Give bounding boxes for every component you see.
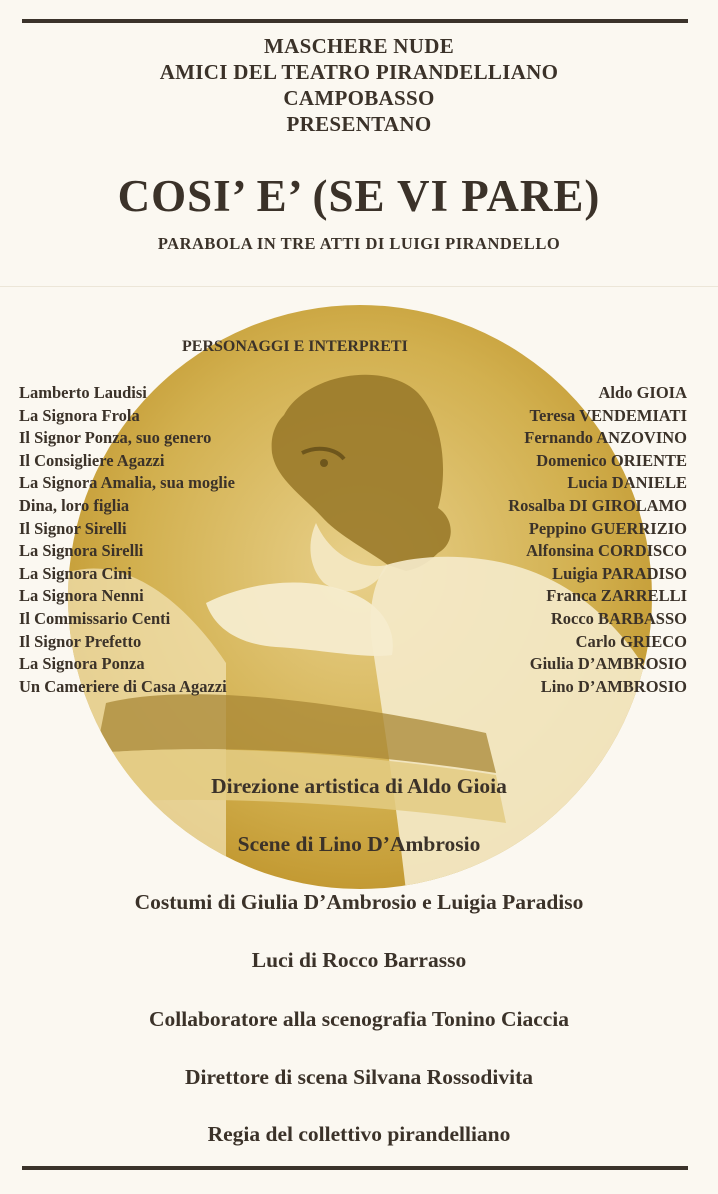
actor-name: Domenico ORIENTE (536, 450, 687, 470)
actor-name: Peppino GUERRIZIO (528, 518, 687, 538)
role-name: Lamberto Laudisi (19, 383, 147, 402)
role-name: La Signora Sirelli (19, 541, 144, 561)
presentano-line: PRESENTANO (286, 112, 432, 136)
play-title: COSI’ E’ (SE VI PARE) (117, 171, 601, 221)
actor-name: Alfonsina CORDISCO (526, 541, 687, 561)
actor-name: Rosalba DI GIROLAMO (508, 495, 687, 515)
actor-name: Lino D’AMBROSIO (540, 676, 687, 696)
role-name: La Signora Frola (19, 405, 140, 425)
credit-direzione-artistica: Direzione artistica di Aldo Gioia (211, 774, 507, 798)
company-name: MASCHERE NUDE (264, 34, 454, 58)
city-name: CAMPOBASSO (283, 86, 435, 110)
actor-name: Carlo GRIECO (575, 631, 687, 651)
actor-name: Giulia D’AMBROSIO (529, 654, 687, 674)
top-rule (22, 19, 688, 23)
association-name: AMICI DEL TEATRO PIRANDELLIANO (159, 60, 559, 84)
role-name: La Signora Nenni (19, 586, 144, 606)
credit-scene: Scene di Lino D’Ambrosio (237, 832, 481, 856)
role-name: La Signora Amalia, sua moglie (19, 473, 235, 493)
role-name: Il Commissario Centi (19, 608, 171, 628)
credit-regia: Regia del collettivo pirandelliano (207, 1122, 511, 1146)
credit-costumi: Costumi di Giulia D’Ambrosio e Luigia Paradiso (134, 890, 584, 914)
actor-name: Franca ZARRELLI (546, 586, 687, 606)
cast-heading: PERSONAGGI E INTERPRETI (182, 338, 408, 355)
actor-name: Teresa VENDEMIATI (529, 405, 687, 425)
credit-luci: Luci di Rocco Barrasso (251, 948, 467, 972)
roles-list (19, 382, 235, 698)
role-name: Il Signor Prefetto (19, 631, 142, 651)
role-name: Dina, loro figlia (19, 495, 130, 515)
role-name: Un Cameriere di Casa Agazzi (19, 676, 227, 696)
credit-scenografia: Collaboratore alla scenografia Tonino Ciaccia (148, 1007, 570, 1031)
role-name: Il Signor Ponza, suo genero (19, 428, 212, 448)
actor-name: Fernando ANZOVINO (524, 428, 687, 448)
actor-name: Luigia PARADISO (552, 563, 687, 583)
role-name: Il Signor Sirelli (19, 518, 127, 538)
paper-fold (0, 286, 718, 287)
actor-name: Aldo GIOIA (598, 383, 687, 402)
bottom-rule (22, 1166, 688, 1170)
actor-name: Lucia DANIELE (567, 473, 687, 493)
role-name: Il Consigliere Agazzi (19, 450, 165, 470)
actor-name: Rocco BARBASSO (550, 608, 687, 628)
play-subtitle: PARABOLA IN TRE ATTI DI LUIGI PIRANDELLO (157, 234, 561, 253)
actors-list (508, 382, 687, 698)
role-name: La Signora Cini (19, 563, 132, 583)
role-name: La Signora Ponza (19, 654, 145, 674)
credit-direttore-scena: Direttore di scena Silvana Rossodivita (185, 1065, 533, 1089)
